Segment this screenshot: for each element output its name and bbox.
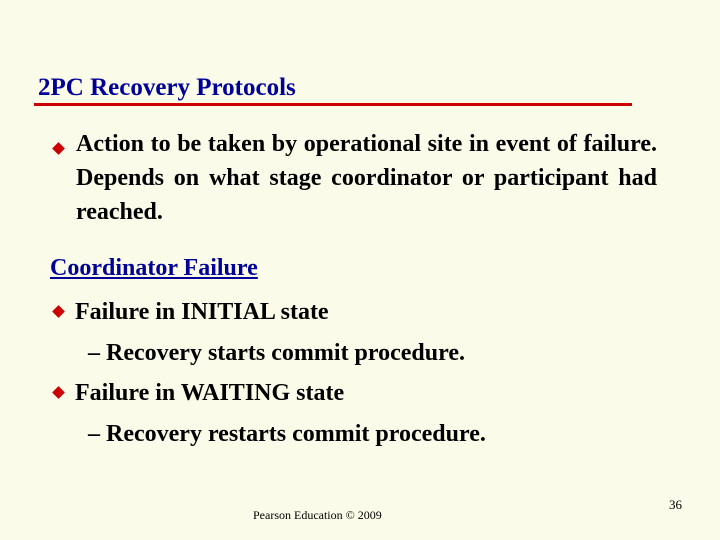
- diamond-bullet-icon: [52, 142, 65, 155]
- diamond-bullet-icon: [52, 386, 65, 399]
- diamond-bullet-icon: [52, 305, 65, 318]
- intro-bullet: [54, 140, 63, 158]
- bullet-label: Failure in INITIAL state: [75, 299, 329, 325]
- bullet-label: Failure in WAITING state: [75, 380, 345, 406]
- footer-copyright: Pearson Education © 2009: [253, 508, 382, 522]
- title-underline-rule: [34, 103, 632, 106]
- section-heading: Coordinator Failure: [50, 255, 258, 281]
- sub-item: – Recovery restarts commit procedure.: [88, 421, 486, 447]
- page-number: 36: [669, 497, 682, 512]
- intro-paragraph: Action to be taken by operational site in event of failure. Depends on what stage coordinator or participant had reached.: [76, 131, 657, 225]
- bullet-item: [54, 378, 344, 408]
- bullet-item: [54, 297, 329, 327]
- sub-item: – Recovery starts commit procedure.: [88, 340, 465, 366]
- slide-title: 2PC Recovery Protocols: [38, 74, 296, 101]
